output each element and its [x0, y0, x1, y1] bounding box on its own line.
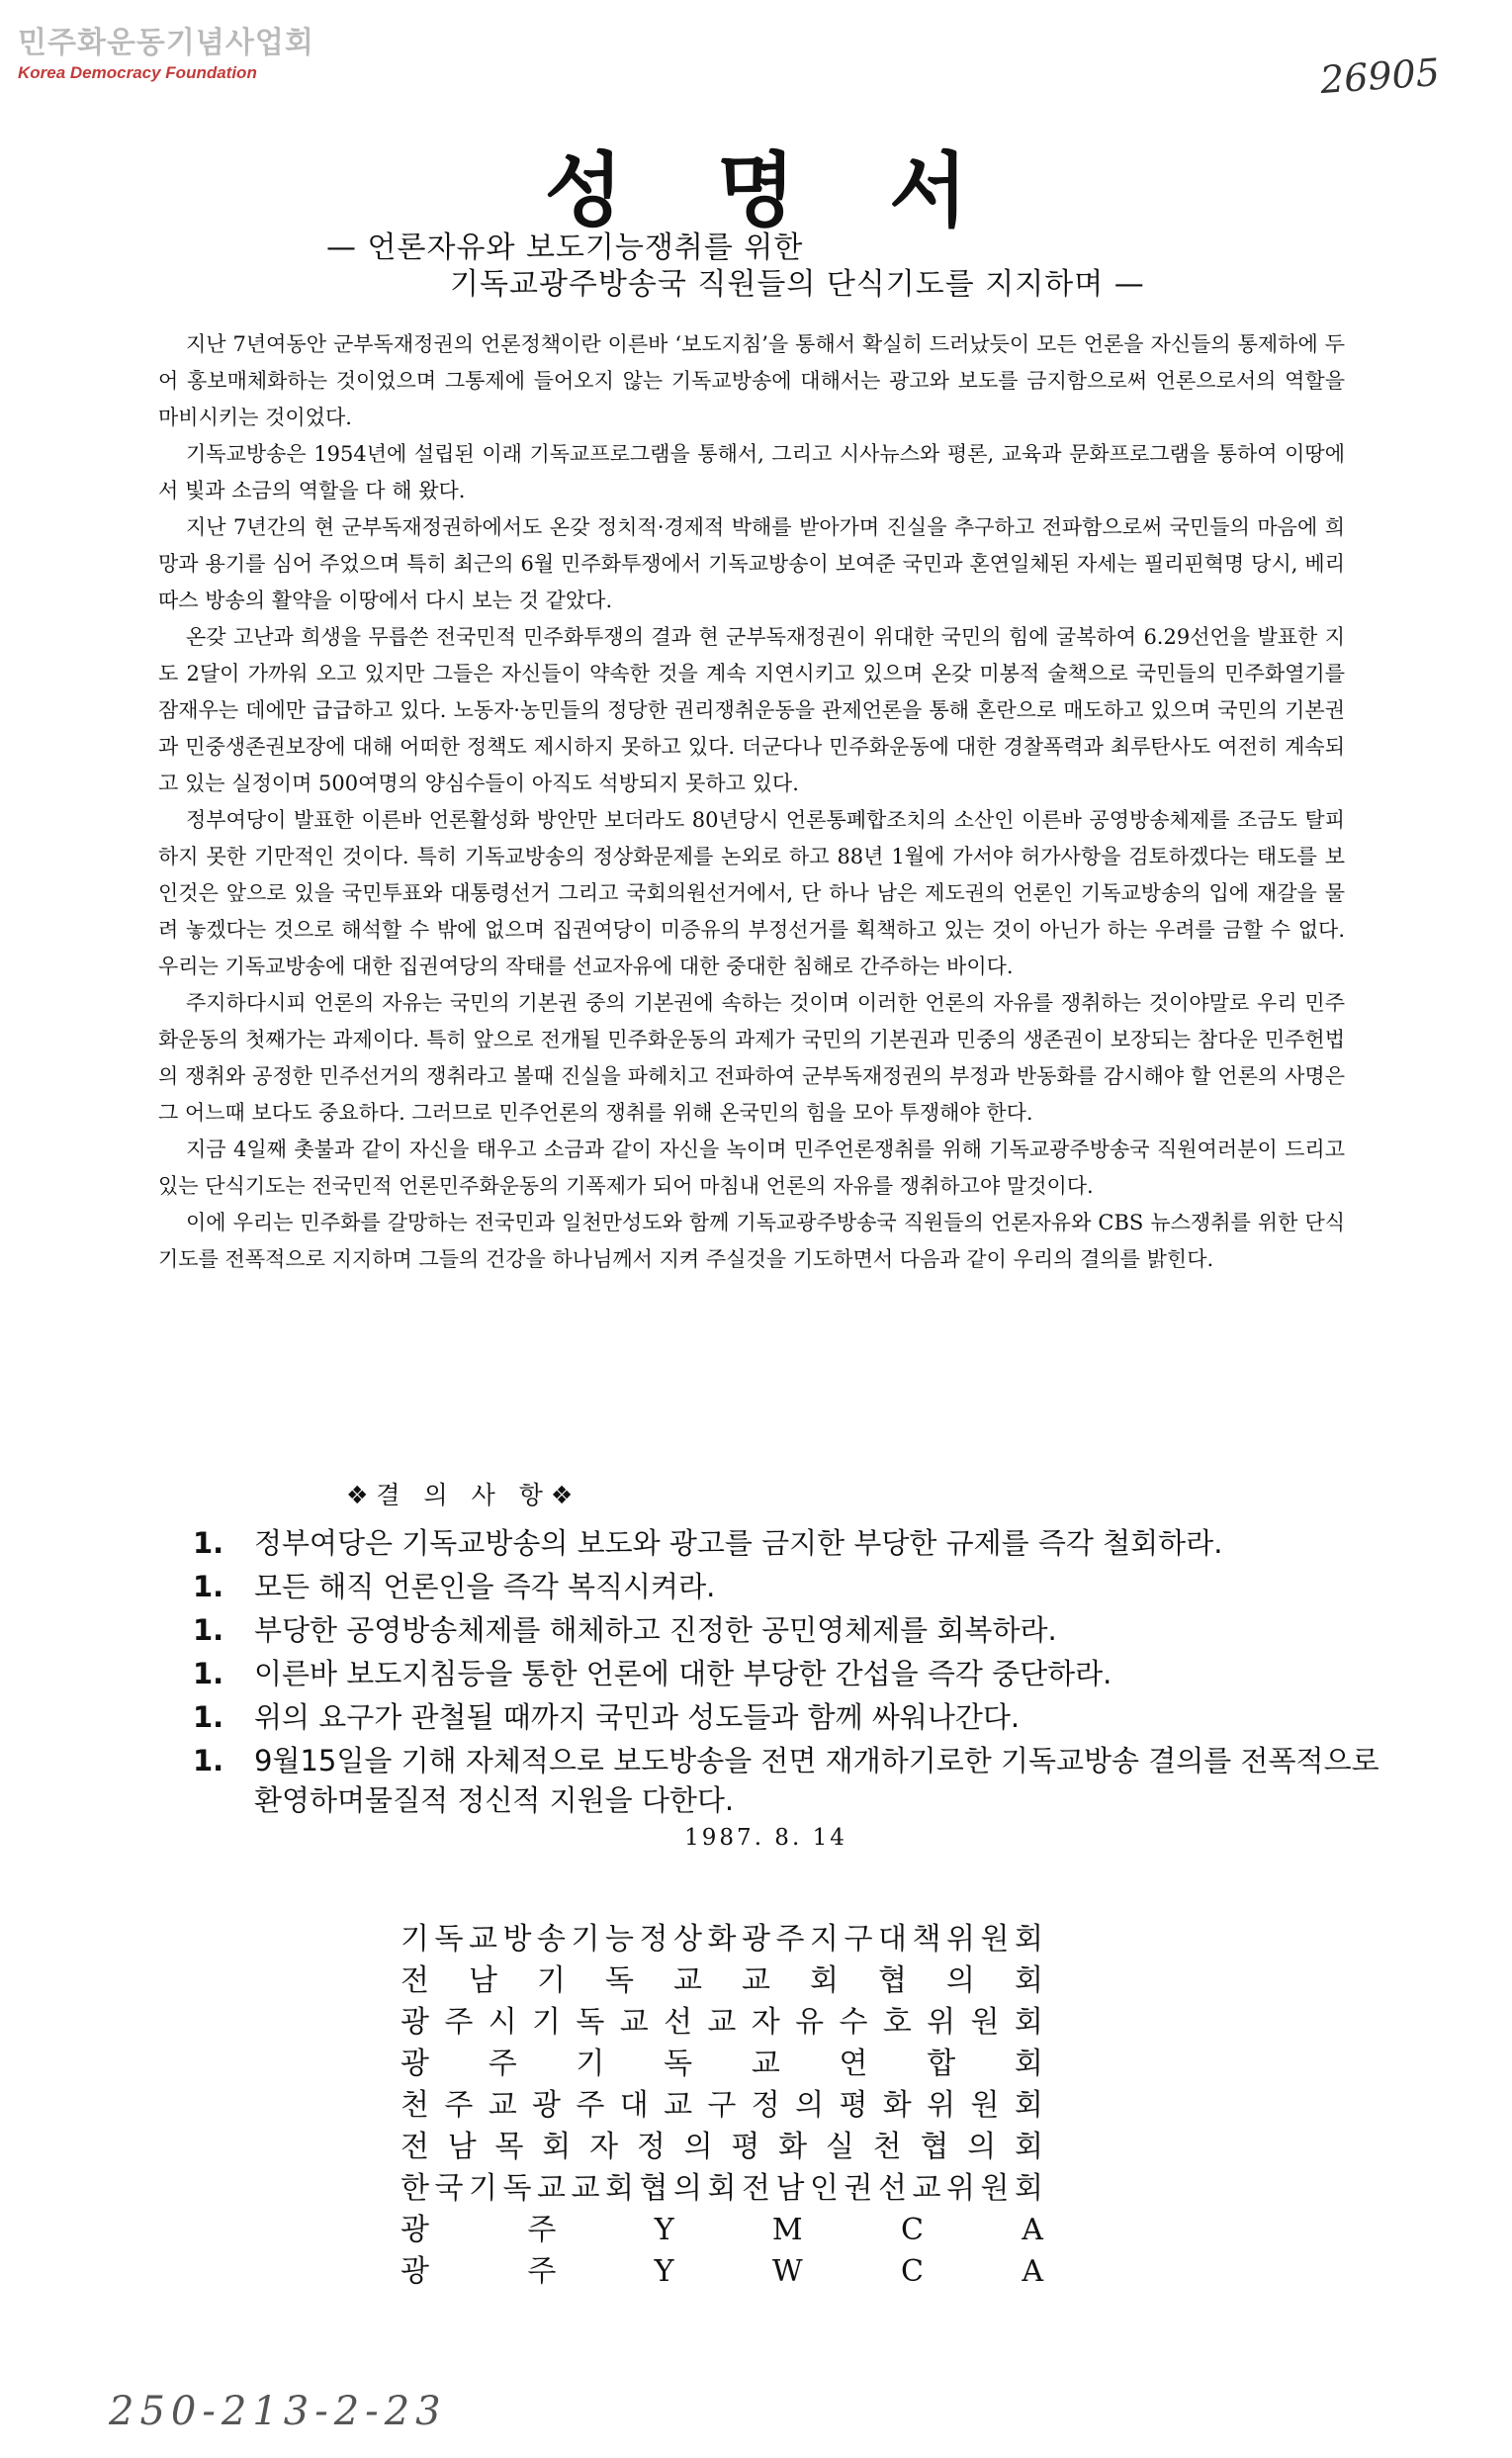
archive-number: 26905 — [1318, 49, 1442, 103]
signatory-organization: 광 주 Y W C A — [400, 2254, 1043, 2289]
resolution-item — [193, 1741, 1379, 1820]
resolution-text: 부당한 공영방송체제를 해체하고 진정한 공민영체제를 회복하라. — [254, 1613, 1057, 1647]
subtitle-line-1: — 언론자유와 보도기능쟁취를 위한 — [326, 230, 804, 265]
paragraph: 주지하다시피 언론의 자유는 국민의 기본권 중의 기본권에 속하는 것이며 이러한 언론의 자유를 쟁취하는 것이야말로 우리 민주화운동의 첫째가는 과제이다. 특히 앞으로 전개될 민주화운동의 과제가 국민의 기본권과 민중의 생존권이 보장되는 참다운 민주헌법의 쟁취와 공정한 민주선거의 쟁취라고 볼때 진실을 파헤치고 전파하여 군부독재정권의 부정과 반동화를 감시해야 할 언론의 사명은 그 어느때 보다도 중요하다. 그러므로 민주언론의 쟁취를 위해 온국민의 힘을 모아 투쟁해야 한다. — [158, 991, 1345, 1125]
resolution-text: 정부여당은 기독교방송의 보도와 광고를 금지한 부당한 규제를 즉각 철회하라. — [254, 1526, 1223, 1560]
signatory-organization: 기 독 교 방 송 기 능 정 상 화 광 주 지 구 대 책 위 원 회 — [400, 1922, 1043, 1957]
resolution-number: 1. — [193, 1526, 224, 1560]
resolution-item — [193, 1654, 1379, 1693]
document-date: 1987. 8. 14 — [684, 1825, 847, 1851]
resolution-number: 1. — [193, 1570, 224, 1603]
signatory-organization: 전 남 목 회 자 정 의 평 화 실 천 협 의 회 — [400, 2130, 1043, 2164]
resolutions-heading: ❖결 의 사 항❖ — [346, 1481, 581, 1509]
resolution-number: 1. — [193, 1700, 224, 1734]
signatory-organization: 전 남 기 독 교 교 회 협 의 회 — [400, 1963, 1043, 1998]
watermark-english: Korea Democracy Foundation — [18, 63, 257, 82]
subtitle-line-2: 기독교광주방송국 직원들의 단식기도를 지지하며 — — [450, 267, 1145, 302]
resolution-number: 1. — [193, 1657, 224, 1690]
signatory-organization: 천 주 교 광 주 대 교 구 정 의 평 화 위 원 회 — [400, 2088, 1043, 2123]
paragraph: 기독교방송은 1954년에 설립된 이래 기독교프로그램을 통해서, 그리고 시사뉴스와 평론, 교육과 문화프로그램을 통하여 이땅에서 빛과 소금의 역할을 다 해 왔다. — [158, 442, 1345, 502]
resolution-item — [193, 1523, 1379, 1563]
watermark — [18, 18, 314, 83]
resolution-item — [193, 1697, 1379, 1737]
resolution-item — [193, 1610, 1379, 1650]
document-title: 성명서 — [544, 144, 1062, 238]
watermark-korean: 민주화운동기념사업회 — [18, 26, 314, 60]
signatory-organization: 광 주 시 기 독 교 선 교 자 유 수 호 위 원 회 — [400, 2005, 1043, 2040]
paragraph: 이에 우리는 민주화를 갈망하는 전국민과 일천만성도와 함께 기독교광주방송국 직원들의 언론자유와 CBS 뉴스쟁취를 위한 단식기도를 전폭적으로 지지하며 그들의 건강을 하나님께서 지켜 주실것을 기도하면서 다음과 같이 우리의 결의를 밝힌다. — [158, 1211, 1345, 1271]
signatory-organization: 광 주 Y M C A — [400, 2213, 1043, 2247]
signatory-organization: 광 주 기 독 교 연 합 회 — [400, 2047, 1043, 2081]
resolutions-list — [193, 1523, 1379, 1824]
resolution-text: 9월15일을 기해 자체적으로 보도방송을 전면 재개하기로한 기독교방송 결의를 전폭적으로 환영하며물질적 정신적 지원을 다한다. — [254, 1744, 1379, 1817]
resolution-text: 모든 해직 언론인을 즉각 복직시켜라. — [254, 1570, 716, 1603]
paragraph: 지금 4일째 촛불과 같이 자신을 태우고 소금과 같이 자신을 녹이며 민주언론쟁취를 위해 기독교광주방송국 직원여러분이 드리고 있는 단식기도는 전국민적 언론민주화운동의 기폭제가 되어 마침내 언론의 자유를 쟁취하고야 말것이다. — [158, 1138, 1345, 1198]
handwritten-note: 250-213-2-23 — [109, 2389, 447, 2434]
paragraph: 온갖 고난과 희생을 무릅쓴 전국민적 민주화투쟁의 결과 현 군부독재정권이 위대한 국민의 힘에 굴복하여 6.29선언을 발표한 지도 2달이 가까워 오고 있지만 그들은 자신들이 약속한 것을 계속 지연시키고 있으며 온갖 미봉적 술책으로 국민들의 민주화열기를 잠재우는 데에만 급급하고 있다. 노동자·농민들의 정당한 권리쟁취운동을 관제언론을 통해 혼란으로 매도하고 있으며 국민의 기본권과 민중생존권보장에 대해 어떠한 정책도 제시하지 못하고 있다. 더군다나 민주화운동에 대한 경찰폭력과 최루탄사도 여전히 계속되고 있는 실정이며 500여명의 양심수들이 아직도 석방되지 못하고 있다. — [158, 625, 1345, 795]
paragraph: 지난 7년여동안 군부독재정권의 언론정책이란 이른바 ‘보도지침’을 통해서 확실히 드러났듯이 모든 언론을 자신들의 통제하에 두어 홍보매체화하는 것이었으며 그통제에 들어오지 않는 기독교방송에 대해서는 광고와 보도를 금지함으로써 언론으로서의 역할을 마비시키는 것이었다. — [158, 332, 1345, 429]
signatory-organizations — [400, 1919, 1043, 2293]
statement-body — [158, 326, 1345, 1278]
resolution-item — [193, 1567, 1379, 1606]
paragraph: 정부여당이 발표한 이른바 언론활성화 방안만 보더라도 80년당시 언론통폐합조치의 소산인 이른바 공영방송체제를 조금도 탈피하지 못한 기만적인 것이다. 특히 기독교방송의 정상화문제를 논외로 하고 88년 1월에 가서야 허가사항을 검토하겠다는 태도를 보인것은 앞으로 있을 국민투표와 대통령선거 그리고 국회의원선거에서, 단 하나 남은 제도권의 언론인 기독교방송의 입에 재갈을 물려 놓겠다는 것으로 해석할 수 밖에 없으며 집권여당이 미증유의 부정선거를 획책하고 있는 것이 아닌가 하는 우려를 금할 수 없다. 우리는 기독교방송에 대한 집권여당의 작태를 선교자유에 대한 중대한 침해로 간주하는 바이다. — [158, 808, 1345, 978]
signatory-organization: 한 국 기 독 교 교 회 협 의 회 전 남 인 권 선 교 위 원 회 — [400, 2171, 1043, 2206]
paragraph: 지난 7년간의 현 군부독재정권하에서도 온갖 정치적·경제적 박해를 받아가며 진실을 추구하고 전파함으로써 국민들의 마음에 희망과 용기를 심어 주었으며 특히 최근의 6월 민주화투쟁에서 기독교방송이 보여준 국민과 혼연일체된 자세는 필리핀혁명 당시, 베리따스 방송의 활약을 이땅에서 다시 보는 것 같았다. — [158, 515, 1345, 612]
resolution-number: 1. — [193, 1613, 224, 1647]
resolution-text: 위의 요구가 관철될 때까지 국민과 성도들과 함께 싸워나간다. — [254, 1700, 1021, 1734]
resolution-number: 1. — [193, 1744, 224, 1777]
resolution-text: 이른바 보도지침등을 통한 언론에 대한 부당한 간섭을 즉각 중단하라. — [254, 1657, 1112, 1690]
